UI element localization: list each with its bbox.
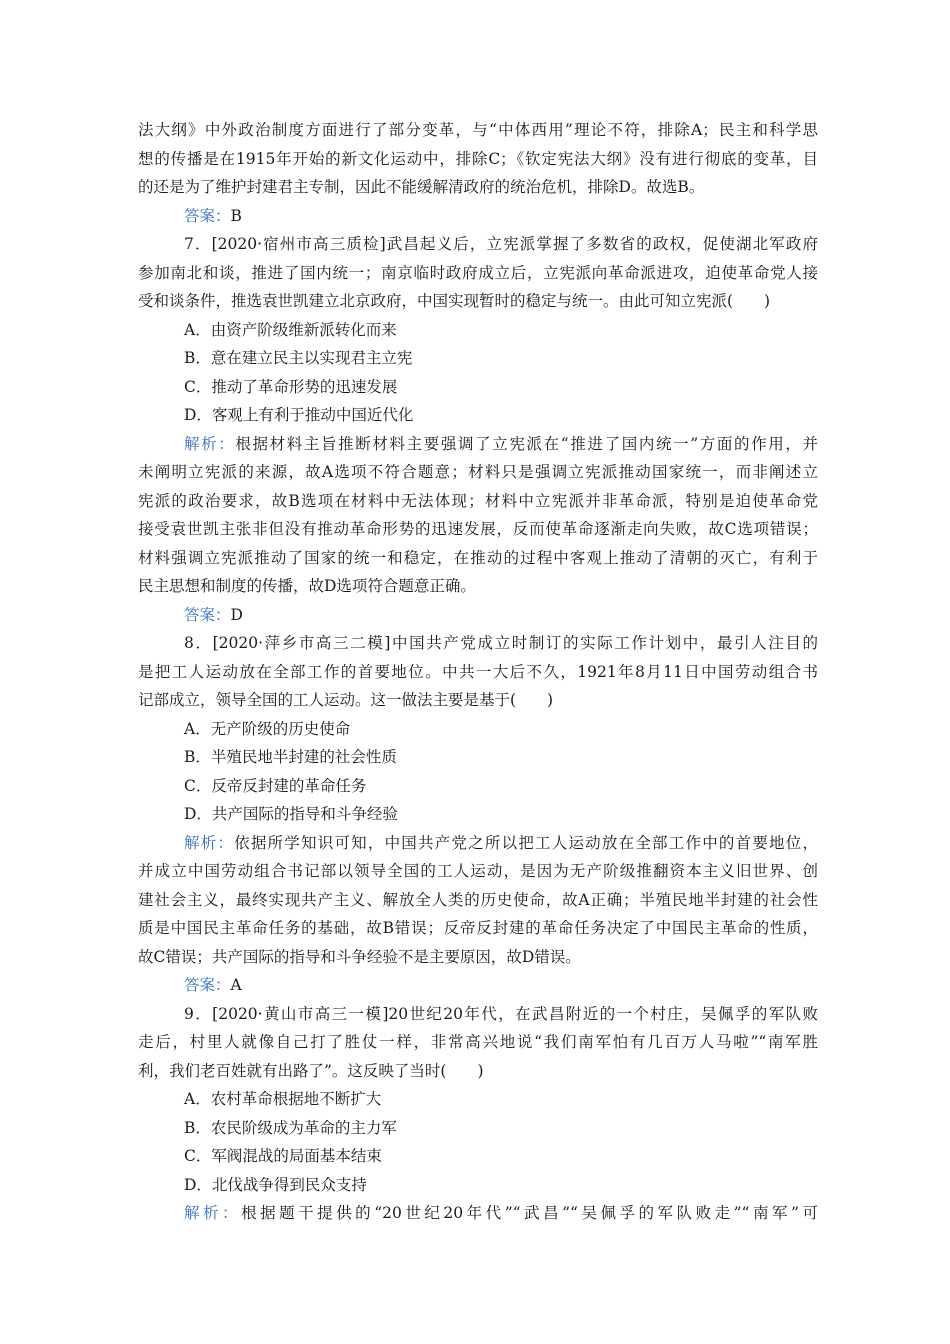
- option-a: A．农村革命根据地不断扩大: [184, 1090, 382, 1108]
- analysis-text: 依据所学知识可知，中国共产党之所以把工人运动放在全部工作中的首要地位，: [234, 833, 818, 852]
- analysis-line: 质是中国民主革命任务的基础，故B错误；反帝反封建的革命任务决定了中国民主革命的性质，: [138, 919, 818, 937]
- text-line: 法大纲》中外政治制度方面进行了部分变革，与“中体西用”理论不符，排除A；民主和科学思: [138, 121, 818, 139]
- answer-label: 答案：: [184, 976, 231, 994]
- question-stem-line: 参加南北和谈，推进了国内统一；南京临时政府成立后，立宪派向革命派进攻，迫使革命党人接: [138, 263, 818, 282]
- question-stem-line: 8．[2020·萍乡市高三二模]中国共产党成立时制订的实际工作计划中，最引人注目的: [184, 634, 818, 652]
- analysis-line: 建社会主义，最终实现共产主义、解放全人类的历史使命，故A正确；半殖民地半封建的社会性: [138, 890, 818, 909]
- intro-paragraph: [138, 116, 818, 202]
- analysis-line: [138, 430, 818, 459]
- analysis-line: 故C错误；共产国际的指导和斗争经验不是主要原因，故D错误。: [138, 947, 581, 966]
- analysis-line: 未阐明立宪派的来源，故A选项不符合题意；材料只是强调立宪派推动国家统一，而非阐述立: [138, 463, 818, 481]
- analysis-line: 民主思想和制度的传播，故D选项符合题意正确。: [138, 577, 476, 595]
- question-stem-line: 利，我们老百姓就有出路了”。这反映了当时( ): [138, 1061, 484, 1080]
- option-a: A．由资产阶级维新派转化而来: [184, 320, 397, 339]
- text-line: 的还是为了维护封建君主专制，因此不能缓解清政府的统治危机，排除D。故选B。: [138, 178, 705, 196]
- option-c: C．军阀混战的局面基本结束: [184, 1147, 382, 1165]
- question-stem-line: 9．[2020·黄山市高三一模]20世纪20年代，在武昌附近的一个村庄，吴佩孚的军队败: [184, 1004, 818, 1023]
- answer-line: [138, 971, 818, 1000]
- answer-value: B: [230, 206, 242, 225]
- option-b: B．农民阶级成为革命的主力军: [184, 1118, 397, 1137]
- option-d: D．客观上有利于推动中国近代化: [184, 406, 414, 424]
- answer-label: 答案：: [184, 605, 231, 624]
- analysis-line: 宪派的政治要求，故B选项在材料中无法体现；材料中立宪派并非革命派，特别是迫使革命党: [138, 491, 818, 510]
- analysis-line: [138, 1199, 818, 1228]
- option-a: A．无产阶级的历史使命: [184, 719, 351, 738]
- analysis-line: [138, 829, 818, 858]
- option-d: D．北伐战争得到民众支持: [184, 1175, 367, 1194]
- option-d: D．共产国际的指导和斗争经验: [184, 805, 398, 823]
- analysis-text: 根据材料主旨推断材料主要强调了立宪派在“推进了国内统一”方面的作用，并: [235, 434, 818, 453]
- option-b: B．意在建立民主以实现君主立宪: [184, 349, 413, 367]
- question-stem-line: 走后，村里人就像自己打了胜仗一样，非常高兴地说“我们南军怕有几百万人马啦”“南军胜: [138, 1033, 818, 1051]
- question-stem-line: 记部成立，领导全国的工人运动。这一做法主要是基于( ): [138, 691, 554, 709]
- analysis-line: 接受袁世凯主张非但没有推动革命形势的迅速发展，反而使革命逐渐走向失败，故C选项错误；: [138, 520, 818, 538]
- answer-label: 答案：: [184, 206, 231, 225]
- answer-value: D: [230, 605, 243, 624]
- option-b: B．半殖民地半封建的社会性质: [184, 748, 397, 766]
- analysis-label: 解析：: [184, 833, 235, 852]
- document-page: [138, 116, 818, 1228]
- analysis-line: 材料强调立宪派推动了国家的统一和稳定，在推动的过程中客观上推动了清朝的灭亡，有利于: [138, 548, 818, 567]
- analysis-label: 解析：: [184, 1204, 242, 1222]
- text-line: 想的传播是在1915年开始的新文化运动中，排除C；《钦定宪法大纲》没有进行彻底的变革，目: [138, 149, 818, 168]
- answer-line: [138, 601, 818, 630]
- question-9: [138, 1000, 818, 1228]
- question-8: [138, 629, 818, 1000]
- answer-value: A: [230, 976, 242, 994]
- option-c: C．反帝反封建的革命任务: [184, 776, 367, 795]
- analysis-label: 解析：: [184, 434, 236, 453]
- answer-line: [138, 202, 818, 231]
- question-stem-line: 是把工人运动放在全部工作的首要地位。中共一大后不久，1921年8月11日中国劳动组合书: [138, 662, 818, 681]
- question-stem-line: 受和谈条件，推选袁世凯建立北京政府，中国实现暂时的稳定与统一。由此可知立宪派( ): [138, 292, 771, 310]
- analysis-line: 并成立中国劳动组合书记部以领导全国的工人运动，是因为无产阶级推翻资本主义旧世界、创: [138, 862, 818, 880]
- option-c: C．推动了革命形势的迅速发展: [184, 377, 398, 396]
- analysis-text: 根据题干提供的“20世纪20年代”“武昌”“吴佩孚的军队败走”“南军”可: [241, 1204, 818, 1222]
- question-stem-line: 7．[2020·宿州市高三质检]武昌起义后，立宪派掌握了多数省的政权，促使湖北军政府: [184, 235, 818, 253]
- question-7: [138, 230, 818, 629]
